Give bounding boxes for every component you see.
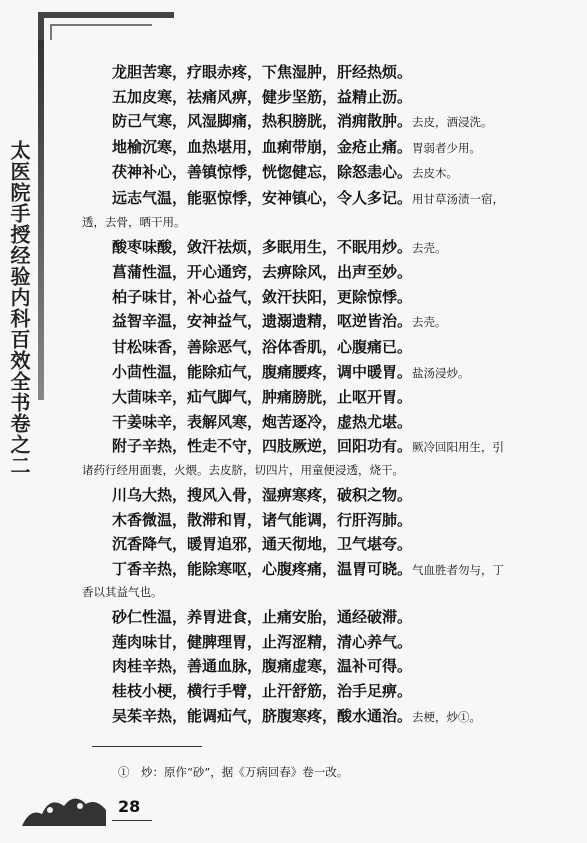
herb-entry (82, 85, 552, 110)
herb-verse: 砂仁性温，养胃进食，止痛安胎，通经破滞。 (112, 608, 413, 627)
herb-verse: 茯神补心，善镇惊悸，恍惚健忘，除怒恚心。 (112, 163, 413, 182)
herb-verse: 五加皮寒，祛痛风痹，健步坚筋，益精止沥。 (112, 87, 413, 106)
herb-entry (82, 385, 552, 410)
herb-note: 去壳。 (412, 315, 447, 330)
herb-entry (82, 654, 552, 679)
herb-entry (82, 532, 552, 557)
herb-note: 盐汤浸炒。 (412, 365, 470, 380)
herb-verse: 桂枝小梗，横行手臂，止汗舒筋，治手足痹。 (112, 682, 413, 701)
herb-entry (82, 335, 552, 360)
page-number-rule (112, 820, 152, 821)
herb-note: 去皮，酒浸洗。 (412, 115, 493, 130)
herb-entry (82, 630, 552, 655)
footnote: ① 炒：原作“砂”，据《万病回春》卷一改。 (118, 765, 349, 779)
herb-note-continuation: 诸药行经用面裹，火煨。去皮脐，切四片，用童便浸透，烧干。 (82, 462, 404, 477)
herb-note: 用甘草汤渍一宿， (412, 191, 505, 206)
page-number: 28 (118, 797, 141, 816)
herb-verse: 远志气温，能驱惊悸，安神镇心，令人多记。 (112, 188, 413, 207)
herb-entry (82, 186, 552, 212)
herb-verse: 大茴味辛，疝气脚气，肿痛膀胱，止呕开胃。 (112, 388, 413, 407)
side-title: 太医院手授经验内科百效全书卷之二 (7, 140, 31, 476)
herb-verse: 木香微温，散滞和胃，诸气能调，行肝泻肺。 (112, 510, 413, 529)
herb-entry (82, 309, 552, 335)
corner-frame-ornament (38, 12, 174, 48)
footnote-rule (92, 746, 202, 747)
herb-note: 去壳。 (412, 240, 447, 255)
herb-verse: 柏子味甘，补心益气，敛汗扶阳，更除惊悸。 (112, 287, 413, 306)
herb-entry (82, 60, 552, 85)
page-content (82, 60, 552, 729)
herb-note: 厥冷回阳用生，引 (412, 440, 505, 455)
herb-verse: 益智辛温，安神益气，遗溺遗精，呕逆皆治。 (112, 312, 413, 331)
herb-verse: 防己气寒，风湿脚痛，热积膀胱，消痈散肿。 (112, 112, 413, 131)
herb-note-continuation: 香以其益气也。 (82, 585, 163, 600)
herb-note: 气血胜者勿与，丁 (412, 562, 505, 577)
herb-entry (82, 483, 552, 508)
herb-verse: 小茴性温，能除疝气，腹痛腰疼，调中暖胃。 (112, 362, 413, 381)
herb-verse: 龙胆苦寒，疗眼赤疼，下焦湿肿，肝经热烦。 (112, 63, 413, 81)
herb-note-continuation: 透，去骨，晒干用。 (82, 214, 186, 229)
herb-entry (82, 160, 552, 186)
herb-entry (82, 605, 552, 630)
herb-entry (82, 235, 552, 261)
herb-verse: 沉香降气，暖胃追邪，通天彻地，卫气堪夸。 (112, 535, 413, 554)
herb-verse: 菖蒲性温，开心通窍，去痹除风，出声至妙。 (112, 263, 413, 282)
herb-entry (82, 135, 552, 161)
herb-entry (82, 704, 552, 730)
herb-entry (82, 109, 552, 135)
herb-verse: 干姜味辛，表解风寒，炮苦逐冷，虚热尤堪。 (112, 412, 413, 431)
side-rule (38, 40, 44, 400)
herb-verse: 酸枣味酸，敛汗祛烦，多眠用生，不眠用炒。 (112, 237, 413, 256)
herb-verse: 甘松味香，善除恶气，浴体香肌，心腹痛已。 (112, 337, 413, 356)
herb-note: 去皮木。 (412, 166, 459, 181)
dragon-ornament-icon (20, 788, 112, 830)
herb-entry (82, 410, 552, 435)
herb-entry (82, 285, 552, 310)
herb-entry (82, 434, 552, 460)
herb-verse: 丁香辛热，能除寒呕，心腹疼痛，温胃可晓。 (112, 559, 413, 578)
herb-entry (82, 557, 552, 583)
herb-verse: 地榆沉寒，血热堪用，血痢带崩，金疮止痛。 (112, 137, 413, 156)
herb-verse: 莲肉味甘，健脾理胃，止泻涩精，清心养气。 (112, 632, 413, 651)
herb-entry (82, 260, 552, 285)
herb-entry (82, 679, 552, 704)
herb-entry (82, 508, 552, 533)
herb-note: 去梗，炒①。 (412, 709, 482, 724)
herb-verse: 附子辛热，性走不守，四肢厥逆，回阳功有。 (112, 437, 413, 456)
herb-verse: 肉桂辛热，善通血脉，腹痛虚寒，温补可得。 (112, 657, 413, 676)
herb-entry (82, 360, 552, 386)
herb-verse: 吴茱辛热，能调疝气，脐腹寒疼，酸水通治。 (112, 706, 413, 725)
herb-verse: 川乌大热，搜风入骨，湿痹寒疼，破积之物。 (112, 485, 413, 504)
herb-note: 胃弱者少用。 (412, 140, 482, 155)
